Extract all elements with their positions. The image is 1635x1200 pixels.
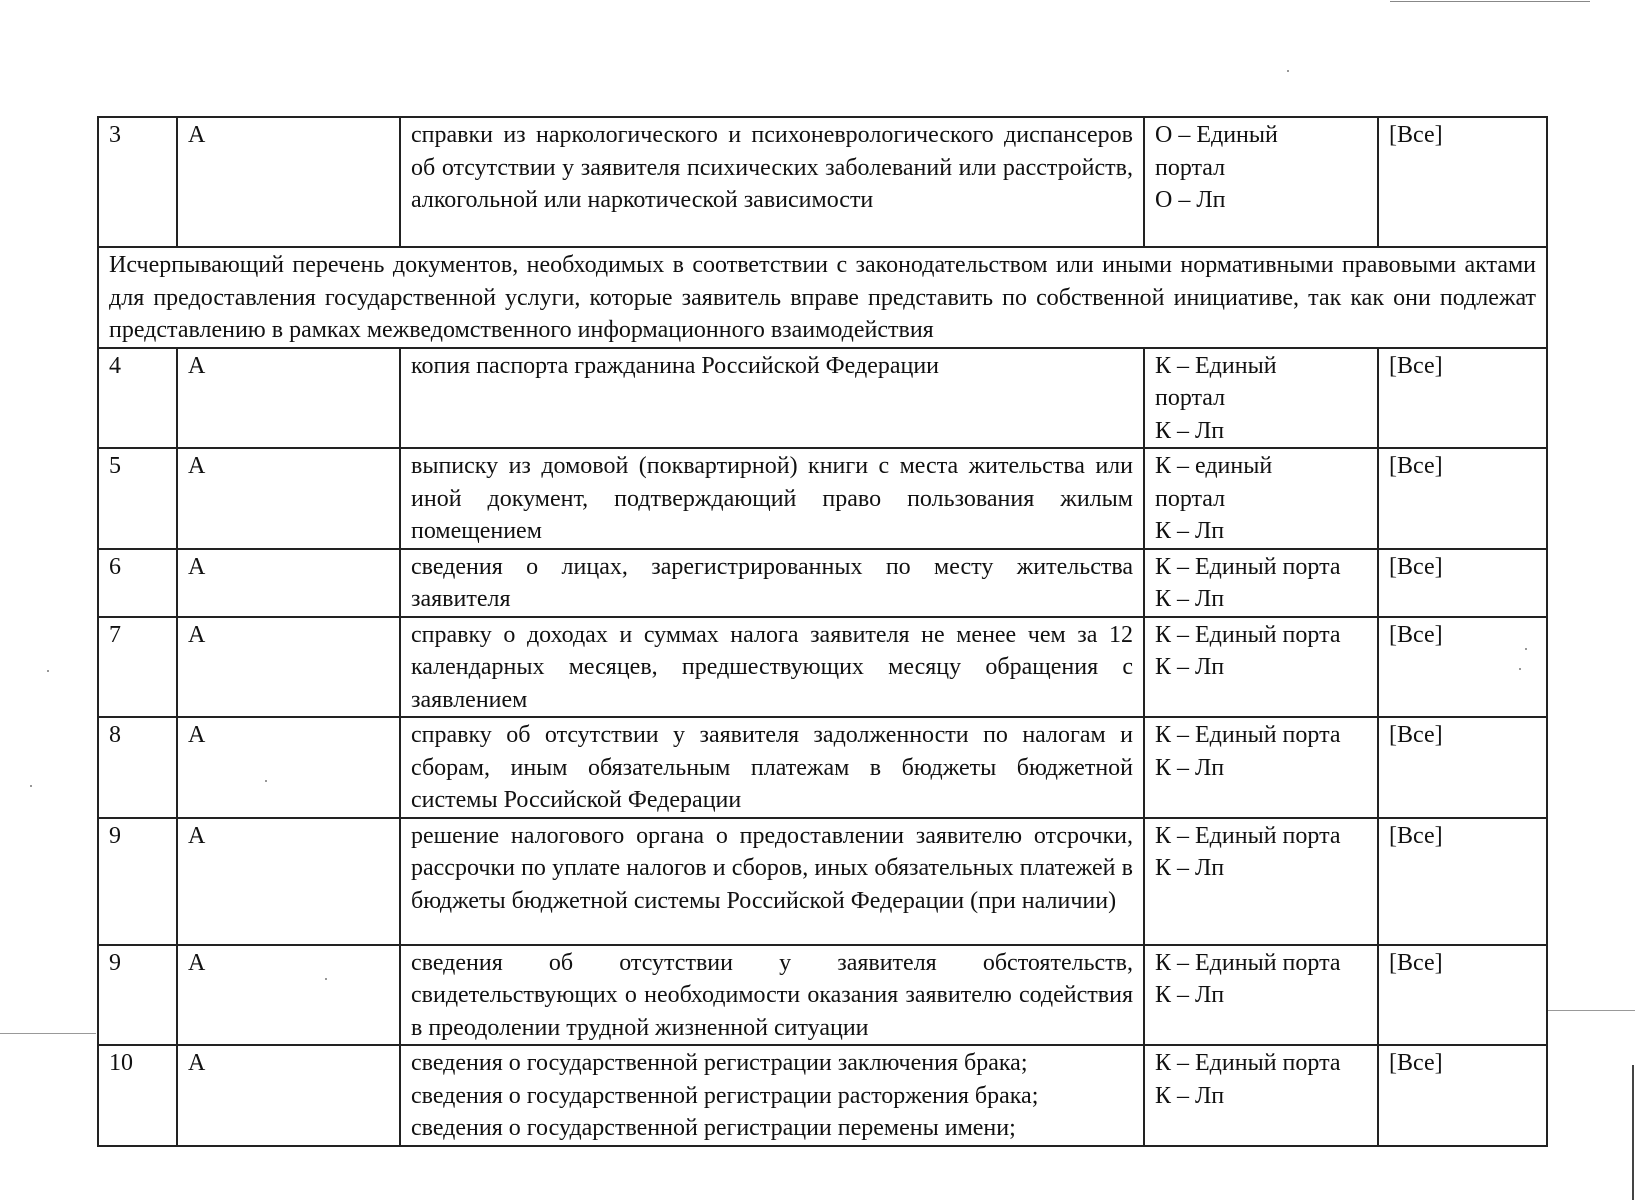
scan-speck [30, 785, 32, 787]
category-cell: А [177, 717, 400, 818]
scan-artifact-right-dashes [1547, 1010, 1635, 1011]
table-row [98, 549, 1547, 617]
applicant-scope-cell: [Все] [1378, 117, 1547, 247]
row-number-cell: 4 [98, 348, 177, 449]
applicant-scope-cell: [Все] [1378, 549, 1547, 617]
scan-speck [47, 670, 49, 672]
category-cell: А [177, 617, 400, 718]
section-header-row [98, 247, 1547, 348]
row-number-cell: 6 [98, 549, 177, 617]
category-cell: А [177, 818, 400, 945]
documents-table-body [98, 117, 1547, 1146]
applicant-scope-cell: [Все] [1378, 717, 1547, 818]
submission-method-cell: К – Единый порта К – Лп [1144, 717, 1378, 818]
category-cell: А [177, 348, 400, 449]
section-header-text: Исчерпывающий перечень документов, необходимых в соответствии с законодательством или иными нормативными правовыми актами для предоставления государственной услуги, которые заявитель вправе представить по собственной инициативе, так как они подлежат представлению в рамках межведомственного информационного взаимодействия [98, 247, 1547, 348]
applicant-scope-cell: [Все] [1378, 448, 1547, 549]
row-number-cell: 8 [98, 717, 177, 818]
document-description-cell: решение налогового органа о предоставлении заявителю отсрочки, рассрочки по уплате налогов и сборов, иных обязательных платежей в бюджеты бюджетной системы Российской Федерации (при наличии) [400, 818, 1144, 945]
document-description-cell: справку об отсутствии у заявителя задолженности по налогам и сборам, иным обязательным платежам в бюджеты бюджетной системы Российской Федерации [400, 717, 1144, 818]
table-row [98, 1045, 1547, 1146]
document-description-cell: справки из наркологического и психоневрологического диспансеров об отсутствии у заявителя психических заболеваний или расстройств, алкогольной или наркотической зависимости [400, 117, 1144, 247]
document-description-cell: сведения о лицах, зарегистрированных по месту жительства заявителя [400, 549, 1144, 617]
scan-speck [1287, 70, 1289, 72]
row-number-cell: 3 [98, 117, 177, 247]
document-description-cell: копия паспорта гражданина Российской Федерации [400, 348, 1144, 449]
category-cell: А [177, 945, 400, 1046]
submission-method-cell: К – Единый порта К – Лп [1144, 945, 1378, 1046]
row-number-cell: 9 [98, 945, 177, 1046]
table-row [98, 818, 1547, 945]
applicant-scope-cell: [Все] [1378, 617, 1547, 718]
scan-artifact-left-dashes [0, 1033, 96, 1034]
document-description-cell: справку о доходах и суммах налога заявителя не менее чем за 12 календарных месяцев, предшествующих месяцу обращения с заявлением [400, 617, 1144, 718]
category-cell: А [177, 448, 400, 549]
category-cell: А [177, 549, 400, 617]
scan-artifact-top-line [1390, 1, 1590, 2]
table-row [98, 448, 1547, 549]
applicant-scope-cell: [Все] [1378, 945, 1547, 1046]
row-number-cell: 7 [98, 617, 177, 718]
applicant-scope-cell: [Все] [1378, 818, 1547, 945]
category-cell: А [177, 117, 400, 247]
document-description-cell: выписку из домовой (поквартирной) книги с места жительства или иной документ, подтверждающий право пользования жилым помещением [400, 448, 1144, 549]
table-row [98, 348, 1547, 449]
table-row [98, 117, 1547, 247]
submission-method-cell: К – Единый порта К – Лп [1144, 1045, 1378, 1146]
submission-method-cell: К – Единый портал К – Лп [1144, 348, 1378, 449]
submission-method-cell: К – Единый порта К – Лп [1144, 617, 1378, 718]
submission-method-cell: О – Единый портал О – Лп [1144, 117, 1378, 247]
applicant-scope-cell: [Все] [1378, 1045, 1547, 1146]
table-row [98, 717, 1547, 818]
submission-method-cell: К – Единый порта К – Лп [1144, 549, 1378, 617]
category-cell: А [177, 1045, 400, 1146]
row-number-cell: 5 [98, 448, 177, 549]
documents-table [97, 116, 1548, 1147]
row-number-cell: 10 [98, 1045, 177, 1146]
document-description-cell: сведения об отсутствии у заявителя обстоятельств, свидетельствующих о необходимости оказания заявителю содействия в преодолении трудной жизненной ситуации [400, 945, 1144, 1046]
table-row [98, 617, 1547, 718]
document-description-cell: сведения о государственной регистрации заключения брака; сведения о государственной регистрации расторжения брака; сведения о государственной регистрации перемены имени; [400, 1045, 1144, 1146]
table-row [98, 945, 1547, 1046]
applicant-scope-cell: [Все] [1378, 348, 1547, 449]
scan-artifact-right-edge [1632, 1065, 1634, 1200]
submission-method-cell: К – единый портал К – Лп [1144, 448, 1378, 549]
row-number-cell: 9 [98, 818, 177, 945]
submission-method-cell: К – Единый порта К – Лп [1144, 818, 1378, 945]
